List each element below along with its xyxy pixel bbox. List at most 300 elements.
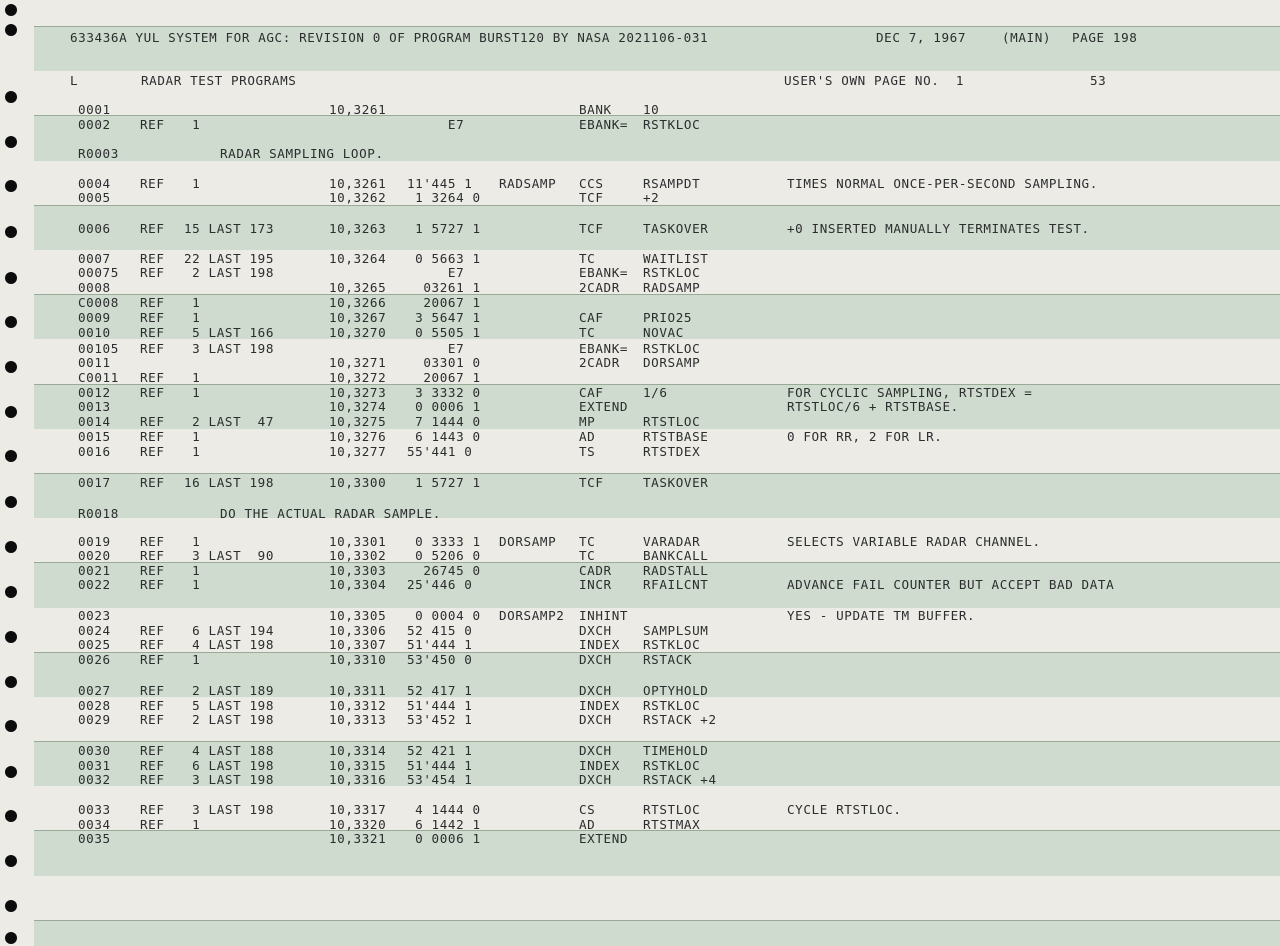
listing-line (34, 713, 1274, 727)
line-op: TC (579, 251, 596, 266)
line-addr: 10,3305 (329, 608, 387, 623)
line-refinfo: 1 (184, 652, 201, 667)
line-seq: 0001 (78, 102, 111, 117)
listing-line (34, 252, 1274, 266)
feed-hole (5, 900, 17, 912)
line-seq: 0033 (78, 802, 111, 817)
line-refinfo: 3 LAST 198 (184, 341, 275, 356)
line-label: RADSAMP (499, 176, 557, 191)
line-ref: REF (140, 325, 165, 340)
printout-sheet (34, 0, 1280, 945)
line-ref: REF (140, 221, 165, 236)
line-seq: 0011 (78, 355, 111, 370)
line-refinfo: 2 LAST 47 (184, 414, 275, 429)
line-ref: REF (140, 758, 165, 773)
listing-line (34, 549, 1274, 563)
feed-hole (5, 932, 17, 944)
line-seq: 0016 (78, 444, 111, 459)
line-addr: 10,3271 (329, 355, 387, 370)
line-refinfo: 3 LAST 198 (184, 772, 275, 787)
feed-hole (5, 226, 17, 238)
listing-line (34, 177, 1274, 191)
line-addr: 10,3273 (329, 385, 387, 400)
listing-line (34, 476, 1274, 490)
line-seq: 0013 (78, 399, 111, 414)
listing-line (34, 609, 1274, 623)
line-operand: RSTKLOC (643, 637, 701, 652)
line-word: 26745 0 (407, 563, 481, 578)
line-op: TCF (579, 221, 604, 236)
line-comment: +0 INSERTED MANUALLY TERMINATES TEST. (787, 221, 1090, 236)
line-ref: REF (140, 563, 165, 578)
feed-hole (5, 586, 17, 598)
line-addr: 10,3261 (329, 102, 387, 117)
feed-hole (5, 272, 17, 284)
feed-hole (5, 496, 17, 508)
line-op: DXCH (579, 743, 612, 758)
line-addr: 10,3311 (329, 683, 387, 698)
line-ref: REF (140, 652, 165, 667)
line-operand: RSTACK (643, 652, 693, 667)
line-word: 55'441 0 (407, 444, 473, 459)
line-refinfo: 2 LAST 198 (184, 265, 275, 280)
line-word: 53'450 0 (407, 652, 473, 667)
line-word: 51'444 1 (407, 637, 473, 652)
line-seq: 0034 (78, 817, 111, 832)
line-operand: RADSAMP (643, 280, 701, 295)
line-addr: 10,3277 (329, 444, 387, 459)
line-seq: 0032 (78, 772, 111, 787)
line-refinfo: 1 (184, 117, 201, 132)
line-addr: 10,3312 (329, 698, 387, 713)
line-word: 52 415 0 (407, 623, 473, 638)
feed-hole (5, 361, 17, 373)
line-operand: RTSTLOC (643, 414, 701, 429)
line-operand: RTSTMAX (643, 817, 701, 832)
line-seq: C0011 (78, 370, 119, 385)
line-operand: RTSTLOC (643, 802, 701, 817)
line-label: DORSAMP (499, 534, 557, 549)
line-op: AD (579, 429, 596, 444)
line-word: 6 1442 1 (407, 817, 481, 832)
line-refinfo: 2 LAST 198 (184, 712, 275, 727)
line-addr: 10,3267 (329, 310, 387, 325)
line-operand: RADSTALL (643, 563, 709, 578)
line-refinfo: 6 LAST 198 (184, 758, 275, 773)
line-refinfo: 1 (184, 817, 201, 832)
line-addr: 10,3304 (329, 577, 387, 592)
line-addr: 10,3303 (329, 563, 387, 578)
listing-line (34, 507, 1274, 521)
line-seq: 0035 (78, 831, 111, 846)
line-addr: 10,3274 (329, 399, 387, 414)
listing-line (34, 699, 1274, 713)
line-word: 3 3332 0 (407, 385, 481, 400)
line-word: E7 (407, 265, 465, 280)
line-refinfo: 3 LAST 90 (184, 548, 275, 563)
listing-page-number: PAGE 198 (1072, 30, 1138, 45)
line-op: EBANK= (579, 117, 629, 132)
line-operand: RSAMPDT (643, 176, 701, 191)
line-addr: 10,3263 (329, 221, 387, 236)
listing-line (34, 430, 1274, 444)
line-word: 03261 1 (407, 280, 481, 295)
line-op: DXCH (579, 772, 612, 787)
users-page-label: USER'S OWN PAGE NO. 1 (784, 73, 965, 88)
feed-hole (5, 720, 17, 732)
line-seq: 0025 (78, 637, 111, 652)
line-refinfo: 3 LAST 198 (184, 802, 275, 817)
line-refinfo: 1 (184, 385, 201, 400)
line-ref: REF (140, 817, 165, 832)
line-refinfo: 16 LAST 198 (184, 475, 275, 490)
line-seq: 0014 (78, 414, 111, 429)
remark-text: RADAR SAMPLING LOOP. (220, 146, 384, 161)
line-refinfo: 5 LAST 198 (184, 698, 275, 713)
feed-hole (5, 24, 17, 36)
line-op: TC (579, 534, 596, 549)
line-word: 51'444 1 (407, 698, 473, 713)
listing-title: 633436A YUL SYSTEM FOR AGC: REVISION 0 OF PROGRAM BURST120 BY NASA 2021106-031 (70, 30, 709, 45)
line-op: INHINT (579, 608, 629, 623)
line-operand: SAMPLSUM (643, 623, 709, 638)
line-seq: 0010 (78, 325, 111, 340)
line-ref: REF (140, 176, 165, 191)
line-ref: REF (140, 772, 165, 787)
line-word: 1 3264 0 (407, 190, 481, 205)
line-addr: 10,3301 (329, 534, 387, 549)
line-addr: 10,3307 (329, 637, 387, 652)
line-addr: 10,3302 (329, 548, 387, 563)
line-word: 25'446 0 (407, 577, 473, 592)
line-operand: TIMEHOLD (643, 743, 709, 758)
line-addr: 10,3264 (329, 251, 387, 266)
line-operand: BANKCALL (643, 548, 709, 563)
line-label: DORSAMP2 (499, 608, 565, 623)
line-seq: 0024 (78, 623, 111, 638)
line-addr: 10,3320 (329, 817, 387, 832)
line-addr: 10,3261 (329, 176, 387, 191)
line-ref: REF (140, 251, 165, 266)
line-seq: 0015 (78, 429, 111, 444)
line-seq: 0023 (78, 608, 111, 623)
listing-line (34, 415, 1274, 429)
line-refinfo: 1 (184, 295, 201, 310)
listing-line (34, 638, 1274, 652)
line-ref: REF (140, 310, 165, 325)
line-comment: RTSTLOC/6 + RTSTBASE. (787, 399, 959, 414)
listing-line (34, 653, 1274, 667)
line-addr: 10,3300 (329, 475, 387, 490)
line-ref: REF (140, 475, 165, 490)
line-operand: RFAILCNT (643, 577, 709, 592)
line-seq: 00105 (78, 341, 119, 356)
line-seq: 0002 (78, 117, 111, 132)
line-addr: 10,3317 (329, 802, 387, 817)
line-op: CCS (579, 176, 604, 191)
line-op: DXCH (579, 712, 612, 727)
listing-line (34, 103, 1274, 117)
line-refinfo: 1 (184, 534, 201, 549)
line-refinfo: 4 LAST 188 (184, 743, 275, 758)
line-op: EXTEND (579, 831, 629, 846)
line-seq: C0008 (78, 295, 119, 310)
line-op: TS (579, 444, 596, 459)
feed-hole (5, 810, 17, 822)
feed-hole (5, 541, 17, 553)
line-word: 0 5663 1 (407, 251, 481, 266)
line-op: INCR (579, 577, 612, 592)
line-operand: RSTACK +4 (643, 772, 717, 787)
line-word: 4 1444 0 (407, 802, 481, 817)
listing-line (34, 564, 1274, 578)
line-op: TC (579, 548, 596, 563)
tractor-feed-holes (0, 0, 30, 945)
line-refinfo: 5 LAST 166 (184, 325, 275, 340)
line-word: 0 0004 0 (407, 608, 481, 623)
line-word: 52 421 1 (407, 743, 473, 758)
listing-line (34, 684, 1274, 698)
line-word: 6 1443 0 (407, 429, 481, 444)
line-operand: WAITLIST (643, 251, 709, 266)
line-seq: 0030 (78, 743, 111, 758)
line-seq: R0018 (78, 506, 119, 521)
line-ref: REF (140, 698, 165, 713)
line-operand: RSTKLOC (643, 341, 701, 356)
line-word: 53'452 1 (407, 712, 473, 727)
feed-hole (5, 4, 17, 16)
line-operand: 10 (643, 102, 660, 117)
line-seq: 0005 (78, 190, 111, 205)
listing-marker: L (70, 73, 79, 88)
line-op: CAF (579, 310, 604, 325)
line-seq: 0004 (78, 176, 111, 191)
line-word: 0 5505 1 (407, 325, 481, 340)
line-addr: 10,3265 (329, 280, 387, 295)
feed-hole (5, 136, 17, 148)
listing-line (34, 832, 1274, 846)
line-addr: 10,3315 (329, 758, 387, 773)
line-ref: REF (140, 683, 165, 698)
listing-line (34, 311, 1274, 325)
line-operand: VARADAR (643, 534, 701, 549)
line-seq: 0008 (78, 280, 111, 295)
line-seq: 0012 (78, 385, 111, 400)
line-comment: TIMES NORMAL ONCE-PER-SECOND SAMPLING. (787, 176, 1098, 191)
line-ref: REF (140, 444, 165, 459)
line-seq: 0017 (78, 475, 111, 490)
line-op: MP (579, 414, 596, 429)
line-addr: 10,3316 (329, 772, 387, 787)
line-word: 03301 0 (407, 355, 481, 370)
feed-hole (5, 180, 17, 192)
line-ref: REF (140, 341, 165, 356)
line-op: DXCH (579, 683, 612, 698)
line-refinfo: 1 (184, 444, 201, 459)
listing-line (34, 400, 1274, 414)
line-refinfo: 1 (184, 577, 201, 592)
listing-line (34, 296, 1274, 310)
listing-line (34, 371, 1274, 385)
line-op: CAF (579, 385, 604, 400)
line-refinfo: 1 (184, 176, 201, 191)
line-comment: SELECTS VARIABLE RADAR CHANNEL. (787, 534, 1041, 549)
line-word: 52 417 1 (407, 683, 473, 698)
line-refinfo: 2 LAST 189 (184, 683, 275, 698)
line-addr: 10,3266 (329, 295, 387, 310)
feed-hole (5, 91, 17, 103)
line-op: INDEX (579, 698, 620, 713)
line-word: 53'454 1 (407, 772, 473, 787)
line-addr: 10,3314 (329, 743, 387, 758)
line-operand: OPTYHOLD (643, 683, 709, 698)
line-op: INDEX (579, 758, 620, 773)
listing-line (34, 266, 1274, 280)
listing-line (34, 803, 1274, 817)
remark-text: DO THE ACTUAL RADAR SAMPLE. (220, 506, 441, 521)
listing-line (34, 759, 1274, 773)
listing-line (34, 118, 1274, 132)
line-ref: REF (140, 117, 165, 132)
line-operand: RSTKLOC (643, 265, 701, 280)
line-op: TCF (579, 190, 604, 205)
listing-line (34, 222, 1274, 236)
line-refinfo: 1 (184, 370, 201, 385)
feed-hole (5, 406, 17, 418)
line-ref: REF (140, 295, 165, 310)
line-ref: REF (140, 385, 165, 400)
line-op: EBANK= (579, 341, 629, 356)
line-operand: RSTKLOC (643, 117, 701, 132)
line-operand: NOVAC (643, 325, 684, 340)
listing-line (34, 326, 1274, 340)
line-operand: RSTKLOC (643, 698, 701, 713)
line-word: 51'444 1 (407, 758, 473, 773)
line-refinfo: 1 (184, 310, 201, 325)
line-seq: 0007 (78, 251, 111, 266)
listing-line (34, 386, 1274, 400)
listing-line (34, 744, 1274, 758)
line-operand: RTSTBASE (643, 429, 709, 444)
listing-line (34, 624, 1274, 638)
line-word: 0 0006 1 (407, 399, 481, 414)
line-op: TCF (579, 475, 604, 490)
line-comment: 0 FOR RR, 2 FOR LR. (787, 429, 943, 444)
line-op: CS (579, 802, 596, 817)
line-seq: 0021 (78, 563, 111, 578)
line-ref: REF (140, 577, 165, 592)
users-page-count: 53 (1090, 73, 1107, 88)
listing-line (34, 191, 1274, 205)
line-operand: +2 (643, 190, 660, 205)
line-seq: 0006 (78, 221, 111, 236)
listing-line (34, 445, 1274, 459)
line-seq: 0009 (78, 310, 111, 325)
greenbar-band (34, 920, 1280, 946)
line-addr: 10,3313 (329, 712, 387, 727)
line-seq: 00075 (78, 265, 119, 280)
line-word: 0 5206 0 (407, 548, 481, 563)
line-word: 1 5727 1 (407, 221, 481, 236)
line-op: 2CADR (579, 355, 620, 370)
line-operand: RSTKLOC (643, 758, 701, 773)
line-seq: 0027 (78, 683, 111, 698)
line-word: E7 (407, 341, 465, 356)
line-addr: 10,3272 (329, 370, 387, 385)
line-op: INDEX (579, 637, 620, 652)
line-op: DXCH (579, 623, 612, 638)
line-word: 20067 1 (407, 295, 481, 310)
line-comment: FOR CYCLIC SAMPLING, RTSTDEX = (787, 385, 1033, 400)
line-word: 7 1444 0 (407, 414, 481, 429)
line-comment: YES - UPDATE TM BUFFER. (787, 608, 976, 623)
listing-date: DEC 7, 1967 (876, 30, 967, 45)
line-op: EBANK= (579, 265, 629, 280)
line-addr: 10,3270 (329, 325, 387, 340)
line-word: 0 0006 1 (407, 831, 481, 846)
line-word: 1 5727 1 (407, 475, 481, 490)
line-seq: 0019 (78, 534, 111, 549)
feed-hole (5, 631, 17, 643)
line-refinfo: 6 LAST 194 (184, 623, 275, 638)
listing-main: (MAIN) (1002, 30, 1052, 45)
line-operand: TASKOVER (643, 475, 709, 490)
listing-line (34, 535, 1274, 549)
line-ref: REF (140, 534, 165, 549)
line-word: 11'445 1 (407, 176, 473, 191)
line-addr: 10,3262 (329, 190, 387, 205)
line-op: BANK (579, 102, 612, 117)
listing-line (34, 281, 1274, 295)
line-operand: TASKOVER (643, 221, 709, 236)
feed-hole (5, 676, 17, 688)
listing-line (34, 356, 1274, 370)
listing-line (34, 578, 1274, 592)
line-seq: R0003 (78, 146, 119, 161)
line-operand: RTSTDEX (643, 444, 701, 459)
line-ref: REF (140, 712, 165, 727)
line-word: 3 5647 1 (407, 310, 481, 325)
line-operand: PRIO25 (643, 310, 693, 325)
line-refinfo: 1 (184, 429, 201, 444)
line-ref: REF (140, 429, 165, 444)
listing-line (34, 818, 1274, 832)
line-refinfo: 4 LAST 198 (184, 637, 275, 652)
line-word: 20067 1 (407, 370, 481, 385)
line-op: AD (579, 817, 596, 832)
line-ref: REF (140, 548, 165, 563)
listing-line (34, 342, 1274, 356)
line-op: EXTEND (579, 399, 629, 414)
line-ref: REF (140, 743, 165, 758)
line-op: DXCH (579, 652, 612, 667)
line-addr: 10,3321 (329, 831, 387, 846)
line-addr: 10,3310 (329, 652, 387, 667)
feed-hole (5, 766, 17, 778)
line-operand: RSTACK +2 (643, 712, 717, 727)
line-refinfo: 1 (184, 563, 201, 578)
line-operand: 1/6 (643, 385, 668, 400)
line-seq: 0020 (78, 548, 111, 563)
line-ref: REF (140, 623, 165, 638)
line-op: CADR (579, 563, 612, 578)
line-addr: 10,3275 (329, 414, 387, 429)
line-ref: REF (140, 370, 165, 385)
line-operand: DORSAMP (643, 355, 701, 370)
line-ref: REF (140, 414, 165, 429)
line-refinfo: 22 LAST 195 (184, 251, 275, 266)
feed-hole (5, 450, 17, 462)
